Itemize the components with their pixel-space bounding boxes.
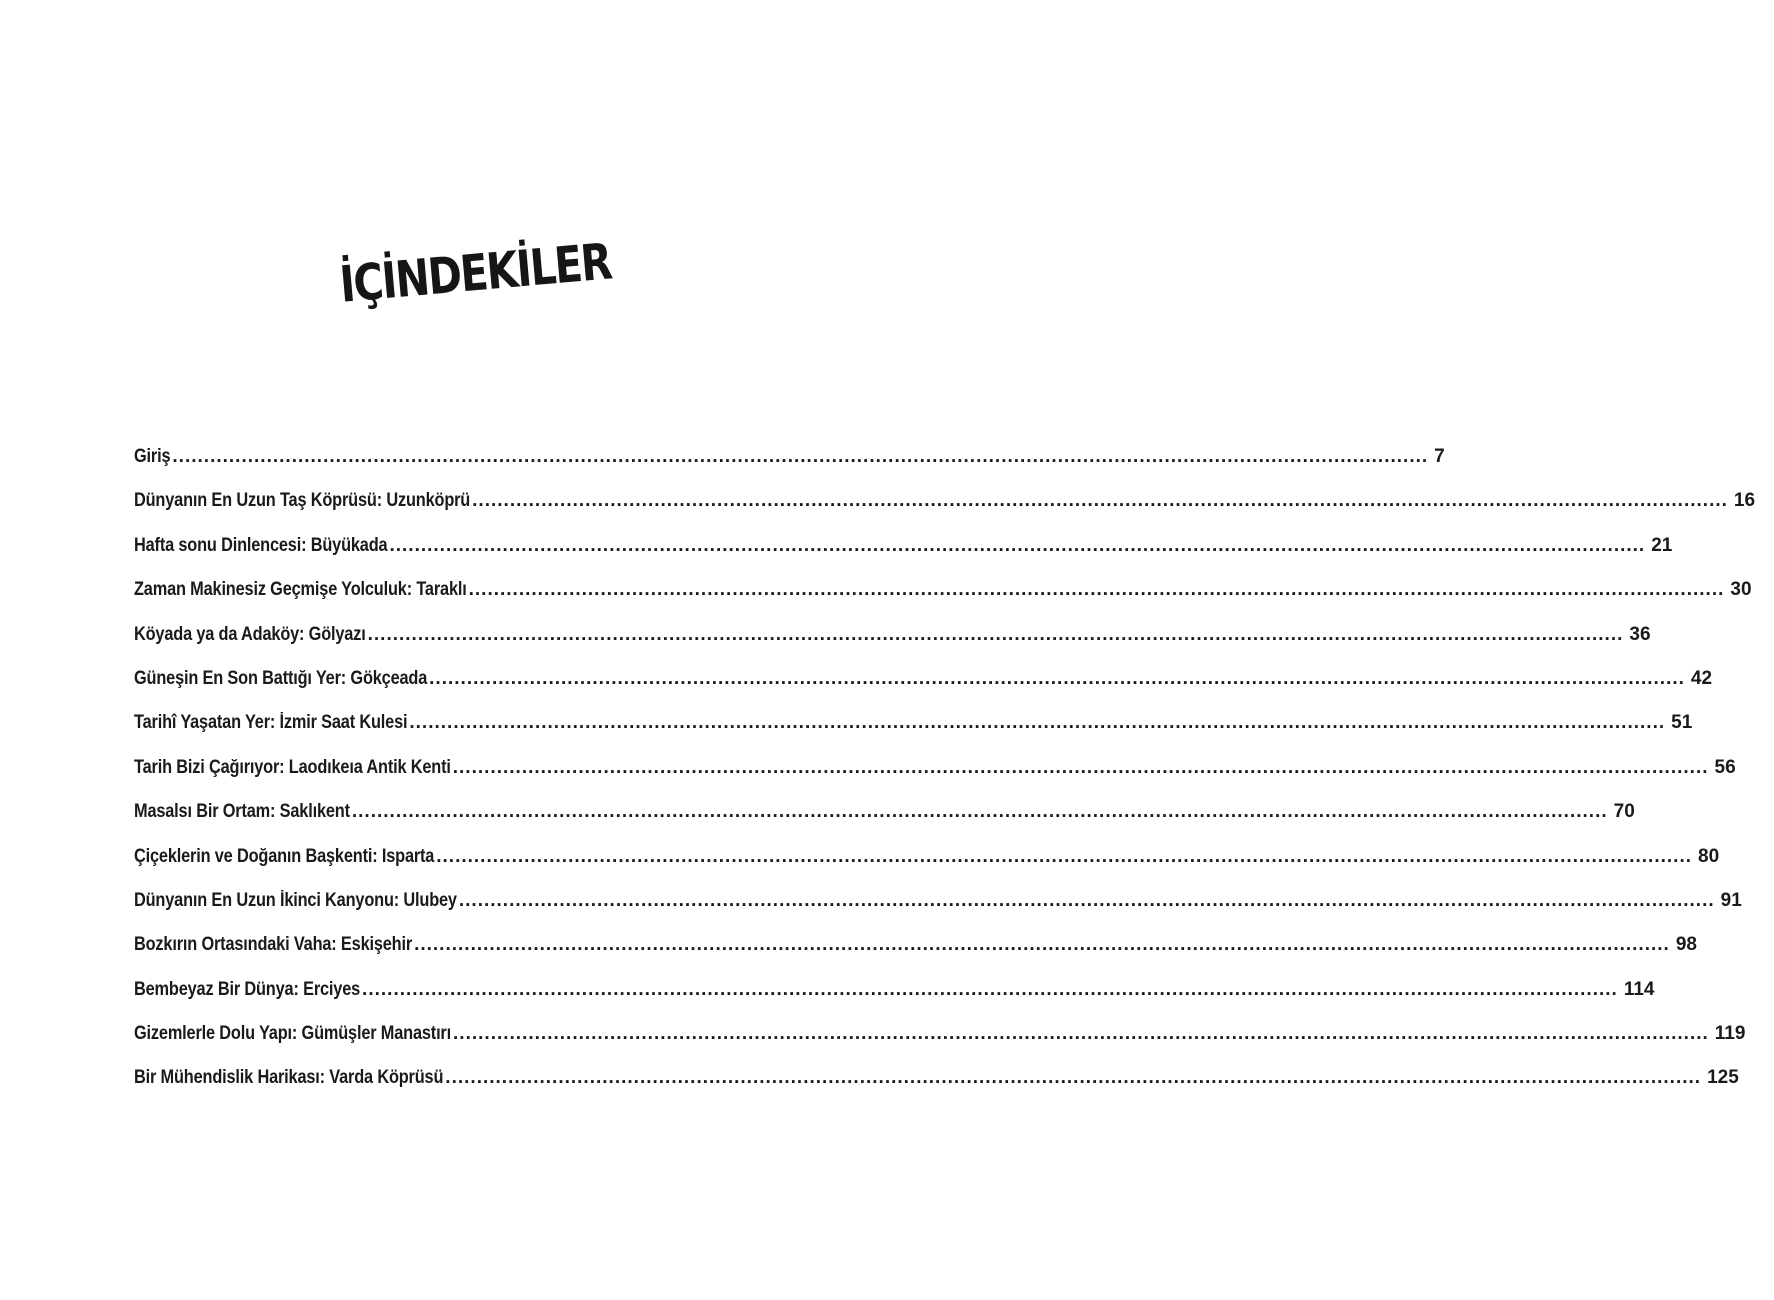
toc-entry-title: Giriş xyxy=(134,446,171,467)
toc-entry xyxy=(134,756,1736,801)
dot-leader: ........................................................................................................................................................................................................ xyxy=(429,667,1685,689)
dot-leader: ........................................................................................................................................................................................................ xyxy=(472,490,1728,512)
dot-leader: ........................................................................................................................................................................................................ xyxy=(414,934,1670,956)
toc-entry-page-number: 56 xyxy=(1714,756,1736,778)
toc-entry xyxy=(134,978,1655,1023)
toc-entry xyxy=(134,801,1635,845)
toc-entry xyxy=(134,889,1742,934)
dot-leader: ........................................................................................................................................................................................................ xyxy=(172,446,1429,467)
toc-entry-title: Tarih Bizi Çağırıyor: Laodıkeıa Antik Kenti xyxy=(134,756,451,778)
toc-entry xyxy=(134,490,1756,534)
toc-entry xyxy=(134,934,1697,978)
dot-leader: ........................................................................................................................................................................................................ xyxy=(445,1067,1702,1089)
dot-leader: ........................................................................................................................................................................................................ xyxy=(436,845,1692,867)
dot-leader: ........................................................................................................................................................................................................ xyxy=(468,579,1725,601)
toc-entry xyxy=(134,845,1720,890)
toc-entry xyxy=(134,623,1651,668)
toc-entry-title: Bozkırın Ortasındaki Vaha: Eskişehir xyxy=(134,934,413,956)
dot-leader: ........................................................................................................................................................................................................ xyxy=(458,889,1715,911)
toc-entry-page-number: 91 xyxy=(1720,889,1742,911)
dot-leader: ........................................................................................................................................................................................................ xyxy=(362,978,1618,1000)
toc-entry-page-number: 98 xyxy=(1675,934,1697,956)
toc-entry-title: Dünyanın En Uzun Taş Köprüsü: Uzunköprü xyxy=(134,490,471,512)
toc-entry-title: Köyada ya da Adaköy: Gölyazı xyxy=(134,623,366,645)
toc-entry-page-number: 51 xyxy=(1671,712,1693,734)
toc-entry-page-number: 42 xyxy=(1690,667,1713,689)
toc-entry-title: Zaman Makinesiz Geçmişe Yolculuk: Taraklı xyxy=(134,579,467,601)
dot-leader: ........................................................................................................................................................................................................ xyxy=(351,801,1608,823)
toc-entry-title: Çiçeklerin ve Doğanın Başkenti: Isparta xyxy=(134,845,435,867)
dot-leader: ........................................................................................................................................................................................................ xyxy=(409,712,1666,734)
toc-entry-page-number: 7 xyxy=(1434,446,1445,467)
toc-entry xyxy=(134,446,1445,490)
toc-entry-title: Güneşin En Son Battığı Yer: Gökçeada xyxy=(134,667,428,689)
toc-entry-page-number: 16 xyxy=(1733,490,1756,512)
toc-entry xyxy=(134,534,1673,579)
dot-leader: ........................................................................................................................................................................................................ xyxy=(389,534,1646,556)
toc-entry-page-number: 80 xyxy=(1698,845,1720,867)
toc-entry-page-number: 114 xyxy=(1623,978,1655,1000)
toc-entry-page-number: 119 xyxy=(1714,1023,1746,1045)
toc-entry xyxy=(134,712,1693,756)
toc-entry-title: Gizemlerle Dolu Yapı: Gümüşler Manastırı xyxy=(134,1023,452,1045)
toc-entry-page-number: 30 xyxy=(1730,579,1752,601)
toc-entry xyxy=(134,667,1713,712)
dot-leader: ........................................................................................................................................................................................................ xyxy=(367,623,1624,645)
toc-entry-title: Masalsı Bir Ortam: Saklıkent xyxy=(134,801,350,823)
toc-entry-title: Dünyanın En Uzun İkinci Kanyonu: Ulubey xyxy=(134,889,457,911)
toc-entry-page-number: 21 xyxy=(1651,534,1673,556)
toc-list xyxy=(134,446,1756,1112)
toc-entry xyxy=(134,579,1752,623)
toc-entry-title: Hafta sonu Dinlencesi: Büyükada xyxy=(134,534,388,556)
toc-heading: İÇİNDEKİLER xyxy=(337,232,614,314)
dot-leader: ........................................................................................................................................................................................................ xyxy=(452,756,1709,778)
toc-entry-title: Tarihî Yaşatan Yer: İzmir Saat Kulesi xyxy=(134,712,408,734)
toc-entry-title: Bembeyaz Bir Dünya: Erciyes xyxy=(134,978,361,1000)
toc-entry-page-number: 70 xyxy=(1613,801,1635,823)
dot-leader: ........................................................................................................................................................................................................ xyxy=(453,1023,1709,1045)
toc-entry-title: Bir Mühendislik Harikası: Varda Köprüsü xyxy=(134,1067,444,1089)
toc-entry xyxy=(134,1067,1739,1111)
toc-entry-page-number: 36 xyxy=(1629,623,1651,645)
toc-entry-page-number: 125 xyxy=(1707,1067,1739,1089)
toc-entry xyxy=(134,1023,1746,1067)
